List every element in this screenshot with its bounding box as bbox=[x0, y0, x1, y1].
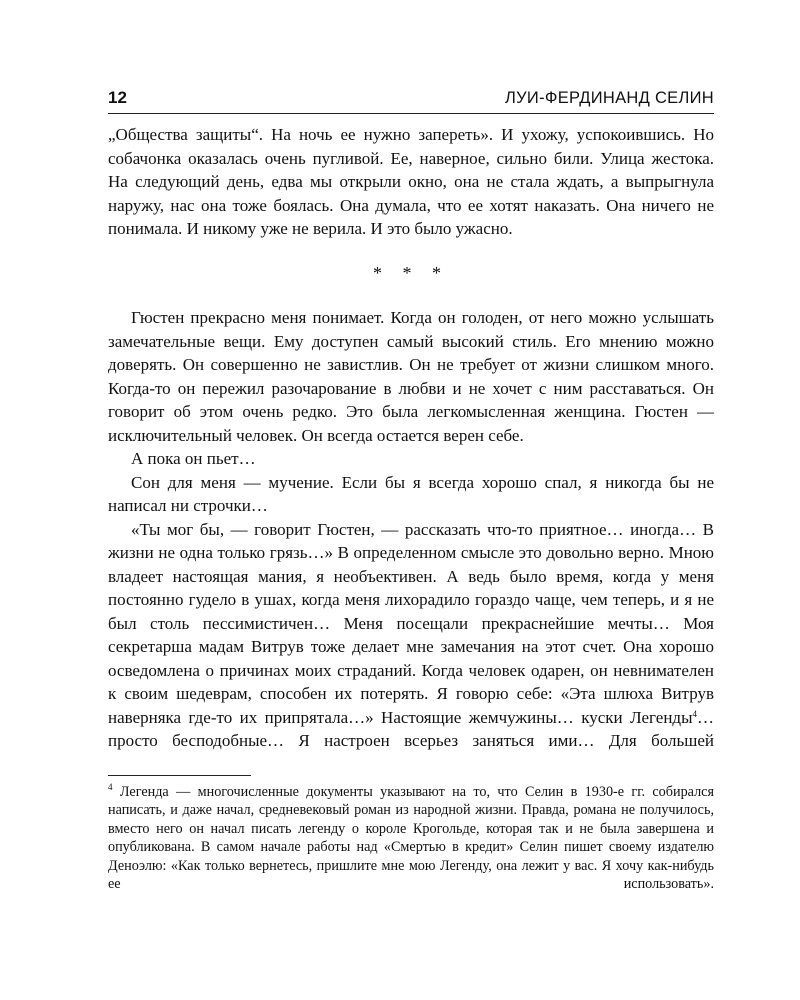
paragraph-continued: „Общества защиты“. На ночь ее нужно запереть». И ухожу, успокоившись. Но собачонка оказалась очень пугливой. Ее, наверное, сильно били. Улица жестока. На следующий день, едва мы открыли окно, она не стала ждать, а выпрыгнула наружу, нас она тоже боялась. Она думала, что ее хотят наказать. Она ничего не понимала. И никому уже не верила. И это было ужасно. bbox=[108, 125, 714, 238]
footnote-divider bbox=[108, 775, 251, 776]
footnote-marker: 4 bbox=[108, 781, 113, 792]
footnote bbox=[108, 783, 714, 895]
paragraph-sleep: Сон для меня — мучение. Если бы я всегда хорошо спал, я никогда бы не написал ни строчки… bbox=[108, 472, 714, 515]
paragraph-gusten: Гюстен прекрасно меня понимает. Когда он голоден, от него можно услышать замечательные вещи. Ему доступен самый высокий стиль. Его мнению можно доверять. Он совершенно не завистлив. Он не требует от жизни слишком много. Когда-то он пережил разочарование в любви и не хочет с ним расставаться. Он говорит об этом очень редко. Это была легкомысленная женщина. Гюстен — исключительный человек. Он всегда остается верен себе. bbox=[108, 308, 714, 445]
paragraph-drinks: А пока он пьет… bbox=[131, 449, 256, 468]
footnote-reference[interactable]: 4 bbox=[692, 708, 697, 719]
book-page bbox=[108, 88, 714, 894]
running-head-author: ЛУИ-ФЕРДИНАНД СЕЛИН bbox=[505, 89, 714, 107]
paragraph-legend-text-a: «Ты мог бы, — говорит Гюстен, — рассказать что-то приятное… иногда… В жизни не одна только грязь…» В определенном смысле это довольно верно. Мною владеет настоящая мания, я необъективен. А ведь было время, когда у меня постоянно гудело в ушах, когда меня лихорадило гораздо чаще, чем теперь, и я не был столь пессимистичен… Меня посещали прекраснейшие мечты… Моя секретарша мадам Витрув тоже делает мне замечания на этот счет. Она хорошо осведомлена о причинах моих страданий. Когда человек одарен, он невнимателен к своим шедеврам, способен их потерять. Я говорю себе: «Эта шлюха Витрув наверняка где-то их припрятала…» Настоящие жемчужины… куски Легенды bbox=[108, 519, 714, 727]
paragraph-legend bbox=[108, 518, 714, 753]
running-header bbox=[108, 88, 714, 114]
main-text bbox=[108, 123, 714, 753]
paragraph-legend-text-b: … просто бесподобные… Я настроен всерьез заняться ими… Для большей bbox=[108, 707, 714, 750]
footnote-paragraph bbox=[108, 783, 714, 895]
page-number: 12 bbox=[108, 88, 127, 107]
footnote-text: Легенда — многочисленные документы указывают на то, что Селин в 1930-е гг. собирался написать, и даже начал, средневековый роман из народной жизни. Правда, романа не получилось, вместо него он начал писать легенду о короле Крогольде, которая так и не была завершена и опубликована. В самом начале работы над «Смертью в кредит» Селин пишет своему издателю Деноэлю: «Как только вернетесь, пришлите мне мою Легенду, она лежит у вас. Я хочу как-нибудь ее использовать». bbox=[108, 783, 714, 893]
section-separator: * * * bbox=[373, 262, 449, 283]
